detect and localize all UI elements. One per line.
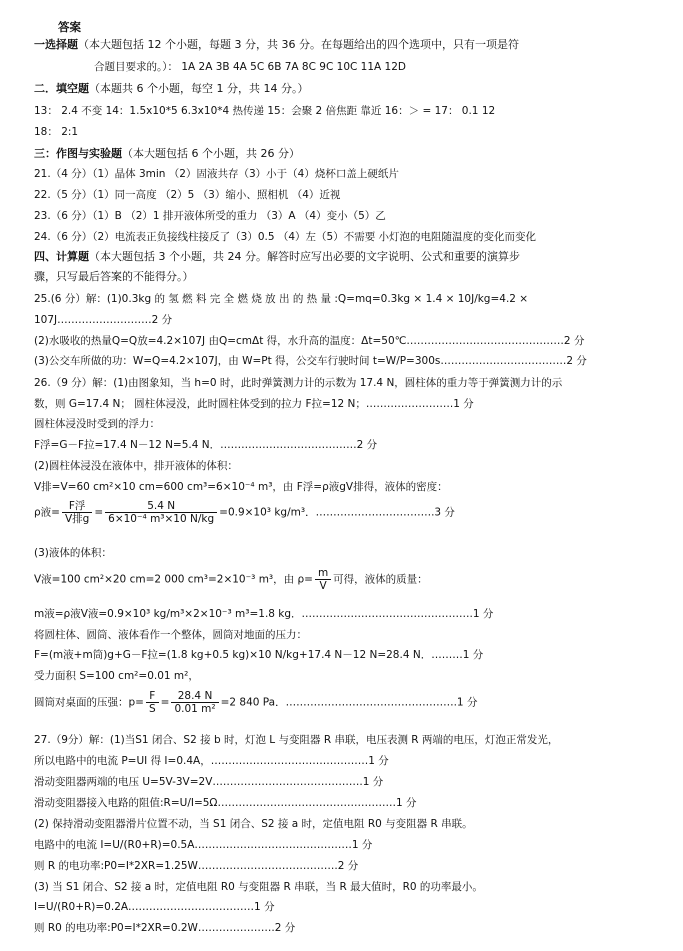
fraction-numerator: m — [315, 567, 331, 580]
q25-line-1: 25.(6 分）解：(1)0.3kg 的 氢 燃 料 完 全 燃 烧 放 出 的 热 量 :Q=mq=0.3kg × 1.4 × 10J/kg=4.2 × — [34, 293, 529, 305]
pressure-result: =2 840 Pa．………………………………………….1 分 — [220, 696, 478, 709]
section-1-header — [34, 38, 519, 52]
pressure-fraction-1 — [146, 690, 159, 715]
density-fraction-2 — [105, 500, 217, 525]
section-4-note-2: 骤，只写最后答案的不能得分。） — [34, 270, 194, 283]
q27-line-8: (3) 当 S1 闭合、S2 接 a 时，定值电阻 R0 与变阻器 R 串联，当 R 最大值时，R0 的功率最小。 — [34, 881, 483, 893]
q26-line-13: 受力面积 S=100 cm²=0.01 m²， — [34, 670, 199, 682]
q27-line-10: 则 R0 的电功率:P0=I*2XR=0.2W………………….2 分 — [34, 922, 296, 934]
fraction-denominator: S — [148, 703, 156, 715]
section-4-title: 四、计算题 — [34, 250, 89, 263]
mass-lhs: V液=100 cm²×20 cm=2 000 cm³=2×10⁻³ m³，由 ρ= — [34, 573, 313, 586]
fraction-denominator: 0.01 m² — [174, 703, 216, 715]
q27-line-4: 滑动变阻器接入电路的阻值:R=U/I=5Ω……………………………………………1 分 — [34, 797, 417, 809]
section-2-header — [34, 82, 308, 96]
q27-line-1: 27.（9分）解：(1)当S1 闭合、S2 接 b 时，灯泡 L 与变阻器 R 串联，电压表测 R 两端的电压，灯泡正常发光， — [34, 734, 559, 746]
fraction-denominator: V排g — [64, 513, 90, 525]
mass-rhs: 可得，液体的质量： — [333, 573, 428, 586]
fraction-denominator: V — [319, 580, 327, 592]
q24-answer: 24.（6 分）（2）电流表正负接线柱接反了（3）0.5 （4）左（5）不需要 小灯泡的电阻随温度的变化而变化 — [34, 231, 537, 243]
q26-line-4: F浮=G－F拉=17.4 N－12 N=5.4 N．…………………………………2 分 — [34, 439, 378, 451]
q27-line-2: 所以电路中的电流 P=UI 得 I=0.4A，………………………………………1 分 — [34, 755, 389, 767]
rho-fraction — [315, 567, 331, 592]
q26-line-6: V排=V=60 cm²×10 cm=600 cm³=6×10⁻⁴ m³，由 F浮=ρ液gV排得，液体的密度： — [34, 481, 448, 493]
section-2-note: （本题共 6 个小题，每空 1 分，共 14 分。） — [89, 82, 309, 95]
q26-line-10: m液=ρ液V液=0.9×10³ kg/m³×2×10⁻³ m³=1.8 kg．………………………………………….1 分 — [34, 608, 494, 620]
q27-line-6: 电路中的电流 I=U/(R0+R)=0.5A………………………………………1 分 — [34, 839, 373, 851]
q25-line-4: (3)公交车所做的功：W=Q=4.2×107J，由 W=Pt 得，公交车行驶时间 t=W/P=300s………………………………2 分 — [34, 355, 587, 367]
section-2-line-1: 13： 2.4 不变 14：1.5x10*5 6.3x10*4 热传递 15：会聚 2 倍焦距 靠近 16：＞ = 17： 0.1 12 — [34, 105, 496, 117]
fraction-denominator: 6×10⁻⁴ m³×10 N/kg — [108, 513, 215, 525]
q22-answer: 22.（5 分）（1）同一高度 （2）5 （3）缩小、照相机 （4）近视 — [34, 189, 341, 201]
doc-title: 答案 — [58, 20, 81, 34]
density-fraction-1 — [62, 500, 92, 525]
fraction-numerator: 5.4 N — [105, 500, 217, 513]
fraction-numerator: 28.4 N — [171, 690, 218, 703]
q26-line-3: 圆柱体浸没时受到的浮力： — [34, 418, 160, 430]
fraction-numerator: F浮 — [62, 500, 92, 513]
q26-line-1: 26.（9 分）解：(1)由图象知，当 h=0 时，此时弹簧测力计的示数为 17.4 N，圆柱体的重力等于弹簧测力计的示 — [34, 377, 563, 389]
density-lhs: ρ液= — [34, 506, 60, 519]
q26-line-2: 数，则 G=17.4 N； 圆柱体浸没，此时圆柱体受到的拉力 F拉=12 N；…………………….1 分 — [34, 398, 474, 410]
section-1-title: 一选择题 — [34, 38, 78, 51]
section-4-note: （本大题包括 3 个小题，共 24 分。解答时应写出必要的文字说明、公式和重要的演算步 — [89, 250, 520, 263]
q26-mass-formula — [34, 567, 428, 592]
section-3-header — [34, 147, 300, 161]
section-1-answers: 合题目要求的。）： 1A 2A 3B 4A 5C 6B 7A 8C 9C 10C 11A 12D — [94, 61, 406, 73]
q26-line-8: (3)液体的体积： — [34, 547, 112, 559]
q27-line-7: 则 R 的电功率:P0=I*2XR=1.25W………………………………….2 分 — [34, 860, 359, 872]
q26-density-formula — [34, 500, 455, 525]
q26-pressure-formula — [34, 690, 477, 715]
pressure-lhs: 圆筒对桌面的压强：p= — [34, 696, 144, 709]
section-1-note: （本大题包括 12 个小题，每题 3 分，共 36 分。在每题给出的四个选项中，只有一项是符 — [78, 38, 519, 51]
fraction-numerator: F — [146, 690, 159, 703]
q26-line-12: F=(m液+m筒)g+G－F拉=(1.8 kg+0.5 kg)×10 N/kg+17.4 N－12 N=28.4 N．………1 分 — [34, 649, 484, 661]
section-2-title: 二．填空题 — [34, 82, 89, 95]
q27-line-3: 滑动变阻器两端的电压 U=5V-3V=2V…………………………………….1 分 — [34, 776, 384, 788]
pressure-fraction-2 — [171, 690, 218, 715]
section-3-title: 三：作图与实验题 — [34, 147, 122, 160]
q26-line-5: (2)圆柱体浸没在液体中，排开液体的体积： — [34, 460, 238, 472]
q27-line-9: I=U/(R0+R)=0.2A………………………………1 分 — [34, 901, 275, 913]
section-2-line-2: 18： 2:1 — [34, 126, 79, 138]
q25-line-3: (2)水吸收的热量Q=Q放=4.2×107J 由Q=cmΔt 得，水升高的温度：Δt=50℃………………………………………2 分 — [34, 335, 585, 347]
section-3-note: （本大题包括 6 个小题，共 26 分） — [122, 147, 300, 160]
section-4-header — [34, 250, 520, 264]
equals-sign: = — [160, 696, 170, 709]
q25-line-2: 107J………………………2 分 — [34, 314, 173, 326]
q21-answer: 21.（4 分）（1）晶体 3min （2）固液共存（3）小于（4）烧杯口盖上硬纸片 — [34, 168, 399, 180]
q27-line-5: (2) 保持滑动变阻器滑片位置不动，当 S1 闭合、S2 接 a 时，定值电阻 R0 与变阻器 R 串联。 — [34, 818, 473, 830]
density-result: =0.9×10³ kg/m³．…………………………….3 分 — [219, 506, 455, 519]
q26-line-11: 将圆柱体、圆筒、液体看作一个整体，圆筒对地面的压力： — [34, 629, 307, 641]
equals-sign: = — [94, 506, 104, 519]
q23-answer: 23.（6 分）（1）B （2）1 排开液体所受的重力 （3）A （4）变小（5）乙 — [34, 210, 386, 222]
